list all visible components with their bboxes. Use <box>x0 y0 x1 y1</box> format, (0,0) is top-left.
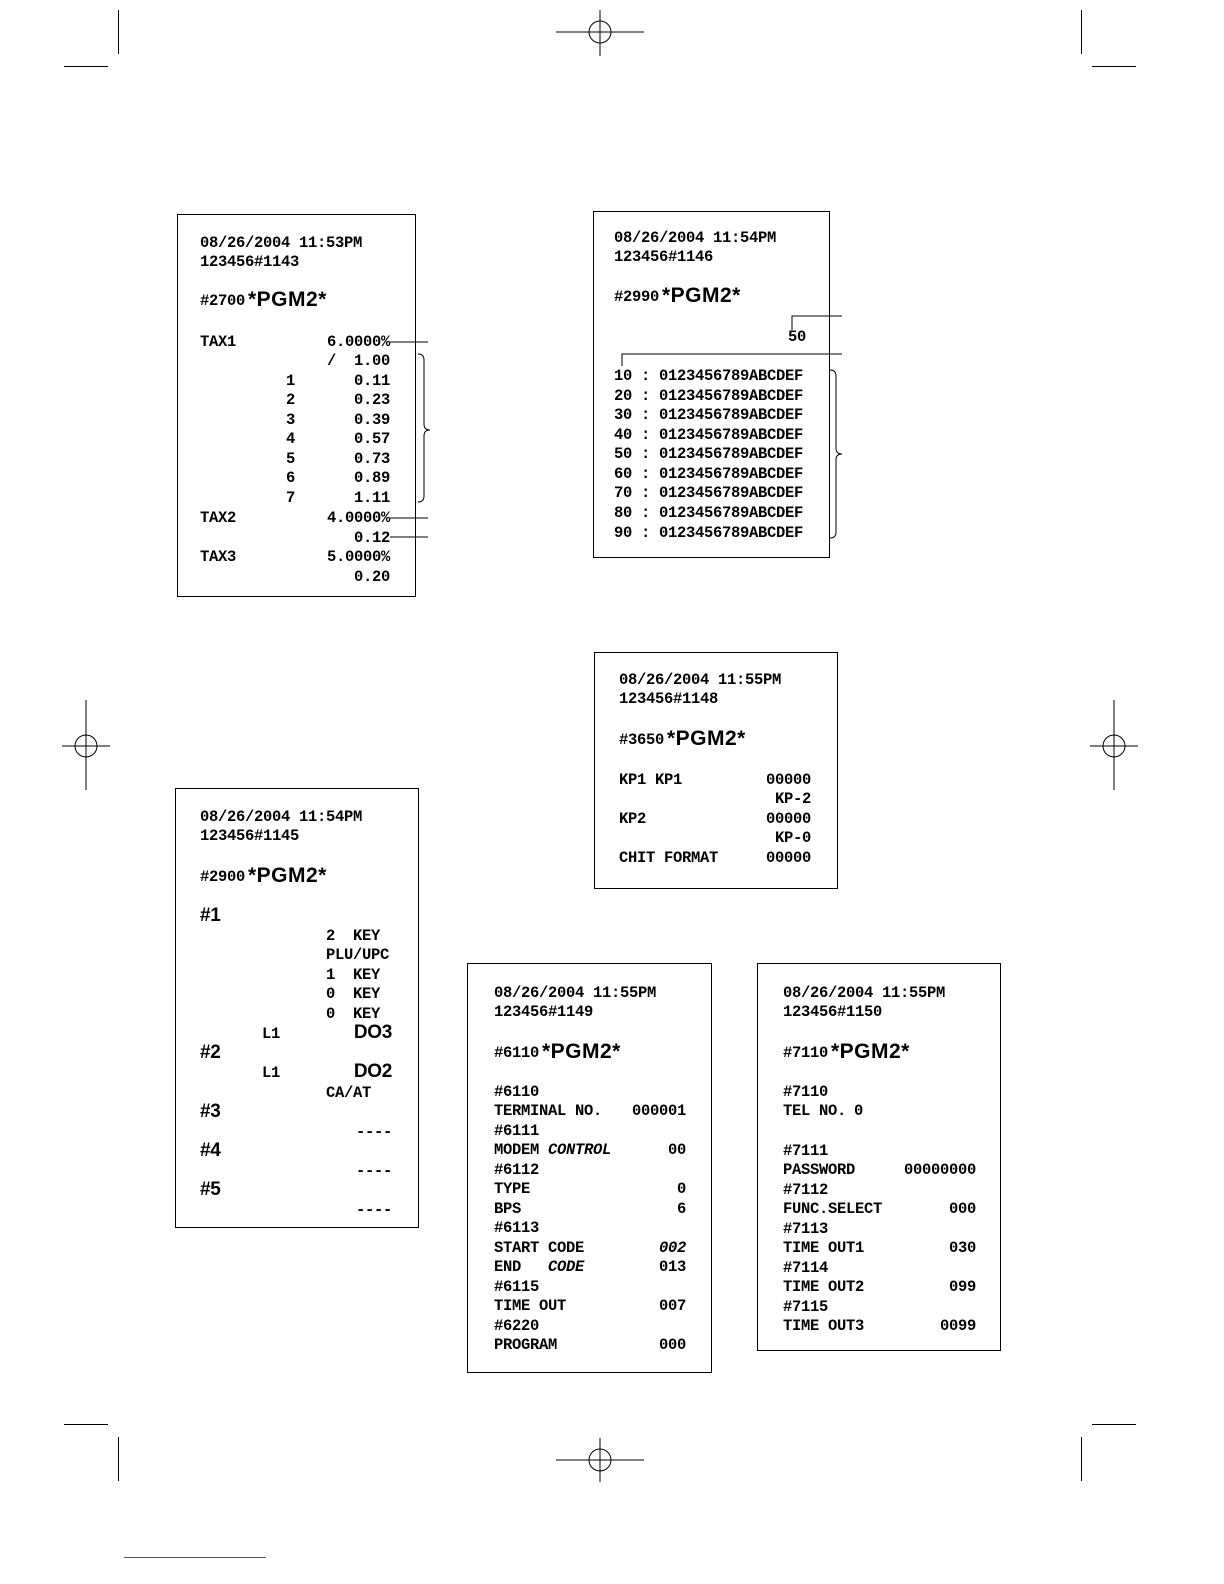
func-select-value: 000 <box>948 1200 976 1218</box>
tax-table-index: 5 <box>286 450 296 468</box>
kp2-value: 00000 <box>765 810 811 828</box>
message-row: 40 : 0123456789ABCDEF <box>614 426 804 444</box>
func-select-label: FUNC.SELECT <box>783 1200 883 1218</box>
job-code: #7115 <box>783 1298 829 1316</box>
tax-table-index: 4 <box>286 430 296 448</box>
end-code-label <box>494 1257 584 1277</box>
end-code-label-part: CODE <box>548 1258 585 1276</box>
message-row: 90 : 0123456789ABCDEF <box>614 524 804 542</box>
tax2-min: 0.12 <box>353 529 390 547</box>
job-code: #7110 <box>783 1083 829 1101</box>
job-code: #6115 <box>494 1278 540 1296</box>
modem-label <box>494 1140 611 1160</box>
receipt-number: 123456#1150 <box>783 1003 883 1021</box>
program-code: #6110 <box>494 1044 540 1062</box>
kp1-sub: KP-2 <box>774 790 811 808</box>
receipt-online-settings <box>467 963 712 1373</box>
footer-rule <box>124 1557 266 1558</box>
modem-value: 00 <box>667 1141 686 1159</box>
receipt-number: 123456#1149 <box>494 1003 594 1021</box>
job-code: #6111 <box>494 1122 540 1140</box>
receipt-key-sequence <box>175 788 419 1228</box>
bps-value: 6 <box>676 1200 686 1218</box>
tax1-label: TAX1 <box>200 333 237 351</box>
key-entry: PLU/UPC <box>326 946 390 964</box>
mode-label: *PGM2* <box>667 727 746 750</box>
job-code: #7112 <box>783 1181 829 1199</box>
job-code: #7111 <box>783 1142 829 1160</box>
tax-table-index: 3 <box>286 411 296 429</box>
tax-table-value: 0.57 <box>353 430 390 448</box>
key-entry: 2 KEY <box>326 927 381 945</box>
tax1-rate: 6.0000% <box>326 333 390 351</box>
mode-label: *PGM2* <box>248 288 327 311</box>
tax2-rate: 4.0000% <box>326 509 390 527</box>
kp2-sub: KP-0 <box>774 829 811 847</box>
receipt-datetime: 08/26/2004 11:55PM <box>494 984 657 1002</box>
tax-table-value: 0.89 <box>353 469 390 487</box>
registration-mark-bottom <box>552 1436 648 1484</box>
receipt-datetime: 08/26/2004 11:53PM <box>200 234 363 252</box>
bps-label: BPS <box>494 1200 522 1218</box>
receipt-datetime: 08/26/2004 11:55PM <box>619 671 782 689</box>
receipt-number: 123456#1145 <box>200 827 300 845</box>
modem-label-part: MODEM <box>494 1141 549 1159</box>
sequence-5: #5 <box>200 1179 221 1200</box>
sequence-4: #4 <box>200 1140 221 1161</box>
job-code: #6113 <box>494 1219 540 1237</box>
message-row: 20 : 0123456789ABCDEF <box>614 387 804 405</box>
key-entry: CA/AT <box>326 1084 372 1102</box>
timeout2-label: TIME OUT2 <box>783 1278 865 1296</box>
tel-label: TEL NO. <box>783 1102 847 1120</box>
tel-value: 0 <box>854 1102 864 1120</box>
receipt-datetime: 08/26/2004 11:55PM <box>783 984 946 1002</box>
timeout1-value: 030 <box>948 1239 976 1257</box>
timeout3-label: TIME OUT3 <box>783 1317 865 1335</box>
key-entry: 1 KEY <box>326 966 381 984</box>
kp1-label: KP1 KP1 <box>619 771 683 789</box>
department-code: DO3 <box>353 1022 392 1043</box>
registration-mark-top <box>552 10 648 58</box>
tax3-rate: 5.0000% <box>326 548 390 566</box>
type-label: TYPE <box>494 1180 531 1198</box>
terminal-value: 000001 <box>631 1102 686 1120</box>
end-code-value: 013 <box>658 1258 686 1276</box>
tax-table-value: 0.73 <box>353 450 390 468</box>
tax-table-value: 0.23 <box>353 391 390 409</box>
tax-table-value: 1.11 <box>353 489 390 507</box>
password-value: 00000000 <box>903 1161 976 1179</box>
job-code: #7114 <box>783 1259 829 1277</box>
sequence-3: #3 <box>200 1101 221 1122</box>
receipt-number: 123456#1148 <box>619 690 719 708</box>
tax-table-index: 6 <box>286 469 296 487</box>
job-code: #6112 <box>494 1161 540 1179</box>
receipt-number: 123456#1146 <box>614 248 714 266</box>
timeout3-value: 0099 <box>939 1317 976 1335</box>
sequence-2: #2 <box>200 1042 221 1063</box>
mode-label: *PGM2* <box>248 864 327 887</box>
department-code: DO2 <box>353 1061 392 1082</box>
tax2-label: TAX2 <box>200 509 237 527</box>
tax-table-index: 2 <box>286 391 296 409</box>
job-code: #6110 <box>494 1083 540 1101</box>
password-label: PASSWORD <box>783 1161 856 1179</box>
kp1-value: 00000 <box>765 771 811 789</box>
sequence-1: #1 <box>200 905 221 926</box>
registration-mark-left <box>60 700 112 792</box>
type-value: 0 <box>676 1180 686 1198</box>
message-row: 10 : 0123456789ABCDEF <box>614 367 804 385</box>
tax-callout-lines <box>390 330 440 550</box>
program-label: PROGRAM <box>494 1336 558 1354</box>
program-code: #2990 <box>614 288 660 306</box>
end-code-label-part: END <box>494 1258 549 1276</box>
receipt-datetime: 08/26/2004 11:54PM <box>200 808 363 826</box>
tax-table-index: 7 <box>286 489 296 507</box>
program-code: #2700 <box>200 292 246 310</box>
empty-sequence: ---- <box>355 1201 392 1219</box>
receipt-datetime: 08/26/2004 11:54PM <box>614 229 777 247</box>
start-code-label: START CODE <box>494 1239 585 1257</box>
job-code: #6220 <box>494 1317 540 1335</box>
program-value: 000 <box>658 1336 686 1354</box>
message-row: 50 : 0123456789ABCDEF <box>614 445 804 463</box>
timeout1-label: TIME OUT1 <box>783 1239 865 1257</box>
tax3-label: TAX3 <box>200 548 237 566</box>
program-code: #2900 <box>200 868 246 886</box>
key-entry: 0 KEY <box>326 1005 381 1023</box>
message-row: 60 : 0123456789ABCDEF <box>614 465 804 483</box>
level-label: L1 <box>262 1025 281 1043</box>
start-code-value: 002 <box>658 1239 686 1257</box>
job-code: #7113 <box>783 1220 829 1238</box>
receipt-number: 123456#1143 <box>200 253 300 271</box>
message-row: 70 : 0123456789ABCDEF <box>614 484 804 502</box>
chit-label: CHIT FORMAT <box>619 849 719 867</box>
message-row: 30 : 0123456789ABCDEF <box>614 406 804 424</box>
program-code: #7110 <box>783 1044 829 1062</box>
program-code: #3650 <box>619 731 665 749</box>
message-count: 50 <box>787 328 806 346</box>
tax-table-value: 0.11 <box>353 372 390 390</box>
empty-sequence: ---- <box>355 1162 392 1180</box>
kp2-label: KP2 <box>619 810 647 828</box>
key-entry: 0 KEY <box>326 985 381 1003</box>
tax1-step: / 1.00 <box>326 352 390 370</box>
message-callout-lines <box>616 306 856 546</box>
receipt-kitchen-printer <box>594 652 838 889</box>
mode-label: *PGM2* <box>662 284 741 307</box>
timeout-value: 007 <box>658 1297 686 1315</box>
message-row: 80 : 0123456789ABCDEF <box>614 504 804 522</box>
level-label: L1 <box>262 1064 281 1082</box>
empty-sequence: ---- <box>355 1123 392 1141</box>
timeout-label: TIME OUT <box>494 1297 567 1315</box>
modem-label-part: CONTROL <box>548 1141 612 1159</box>
receipt-tax <box>177 214 416 597</box>
registration-mark-right <box>1088 700 1140 792</box>
tax3-min: 0.20 <box>353 568 390 586</box>
chit-value: 00000 <box>765 849 811 867</box>
mode-label: *PGM2* <box>831 1040 910 1063</box>
terminal-label: TERMINAL NO. <box>494 1102 603 1120</box>
tax-table-value: 0.39 <box>353 411 390 429</box>
receipt-telephone-settings <box>757 963 1001 1351</box>
tax-table-index: 1 <box>286 372 296 390</box>
mode-label: *PGM2* <box>542 1040 621 1063</box>
timeout2-value: 099 <box>948 1278 976 1296</box>
